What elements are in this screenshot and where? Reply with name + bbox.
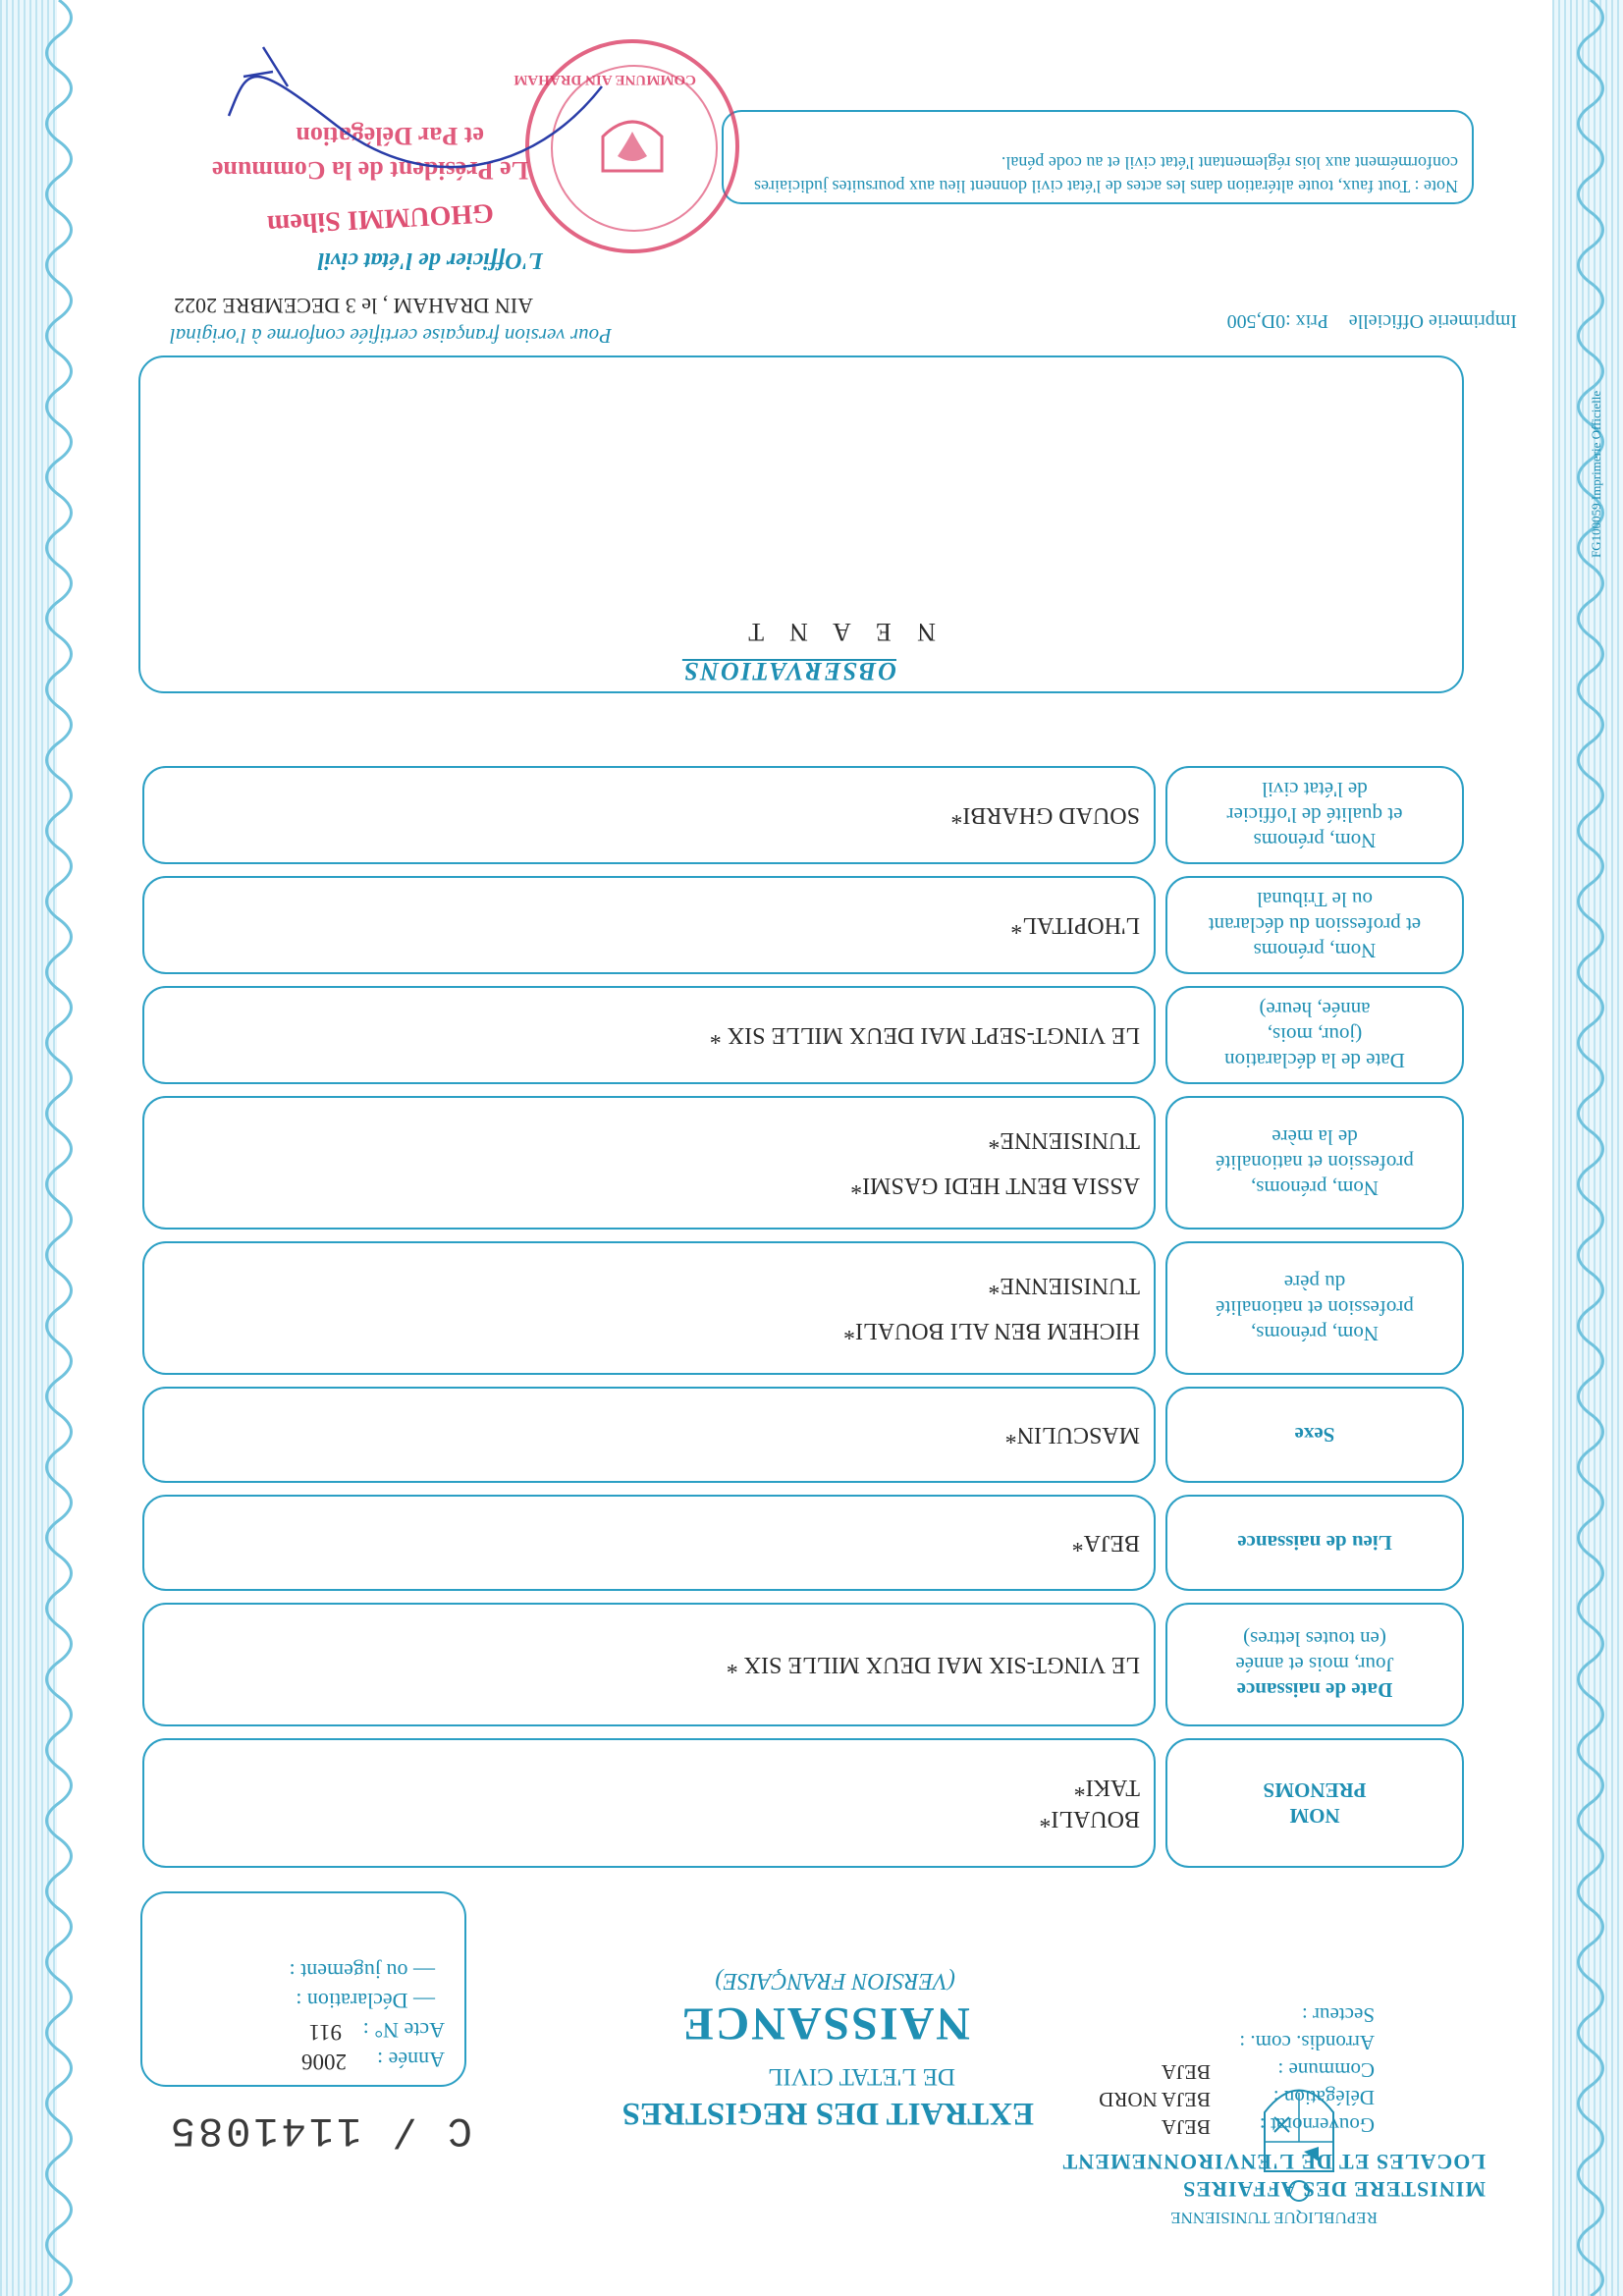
document-title: NAISSANCE (679, 1997, 970, 2050)
label-sexe: Sexe (1165, 1387, 1464, 1483)
value-date-naissance: LE VINGT-SIX MAI DEUX MILLE SIX * (142, 1603, 1156, 1726)
value-officier: SOUAD GHARBI* (142, 766, 1156, 864)
acte-number-value: 911 (308, 2020, 342, 2045)
commune-value: BEJA (1161, 2060, 1211, 2084)
row-date-naissance (142, 1603, 1464, 1726)
handwritten-signature (209, 37, 622, 234)
annee-label: Année : (376, 2048, 445, 2072)
gouvernorat-label: Gouvernorat : (1259, 2113, 1375, 2137)
imprimerie-label: Imprimerie Officielle (1348, 310, 1517, 332)
observations-value: N E A N T (738, 618, 936, 646)
value-lieu-naissance: BEJA* (142, 1495, 1156, 1591)
row-nom-prenoms (142, 1738, 1464, 1868)
label-mere: Nom, prénoms, profession et nationalité de la mère (1165, 1096, 1464, 1230)
label-pere: Nom, prénoms, profession et nationalité du père (1165, 1241, 1464, 1375)
value-sexe: MASCULIN* (142, 1387, 1156, 1483)
declaration-label: — Déclaration : (296, 1989, 435, 2013)
label-nom-prenoms: NOM PRENOMS (1165, 1738, 1464, 1868)
serial-number: C / 1141085 (167, 2106, 472, 2154)
ministry-line2: LOCALES ET DE L'ENVIRONNEMENT (1061, 2150, 1486, 2174)
value-mere: ASSIA BENT HEDI GASMI* TUNISIENNE* (142, 1096, 1156, 1230)
row-lieu-naissance (142, 1495, 1464, 1591)
delegation-value: BEJA NORD (1099, 2088, 1211, 2111)
value-pere: HICHEM BEN ALI BOUALI* TUNISIENNE* (142, 1241, 1156, 1375)
title-line2: DE L'ETAT CIVIL (768, 2063, 955, 2090)
title-line1: EXTRAIT DES REGISTRES (622, 2096, 1034, 2131)
row-sexe (142, 1387, 1464, 1483)
officier-signature-label: L'Officier de l'état civil (317, 247, 543, 273)
secteur-label: Secteur : (1301, 2003, 1375, 2027)
label-officier: Nom, prénoms et qualité de l'officier de l'état civil (1165, 766, 1464, 864)
jugement-label: — ou jugement : (289, 1959, 435, 1984)
printer-reference: FG100059 Imprimerie Officielle (1589, 390, 1603, 558)
conforme-text: Pour version française certifiée conforme à l'original (169, 324, 612, 348)
value-declarant: L'HOPITAL* (142, 876, 1156, 974)
acte-number-label: Acte N° : (362, 2018, 445, 2043)
row-declarant (142, 876, 1464, 974)
place-date: AIN DRAHAM , le 3 DECEMBRE 2022 (173, 294, 533, 318)
label-date-naissance: Date de naissance Jour, mois et année (en toutes lettres) (1165, 1603, 1464, 1726)
value-prenoms: TAKI* (1073, 1775, 1140, 1800)
stamp-delegation: et Par Délégation (296, 122, 484, 150)
round-stamp-text: COMMUNE AIN DRAHAM (514, 72, 696, 87)
stamp-title: Le Président de la Commune (211, 156, 528, 185)
commune-label: Commune : (1277, 2058, 1375, 2082)
row-mere (142, 1096, 1464, 1230)
legal-note: Note : Tout faux, toute altération dans les actes de l'état civil donnent lieu aux poursuites judiciaires conformément aux lois réglementant l'état civil et au code pénal. (754, 153, 1458, 196)
republic-label: REPUBLIQUE TUNISIENNE (1170, 2209, 1378, 2227)
annee-value: 2006 (301, 2050, 347, 2074)
ministry-line1: MINISTERE DES AFFAIRES (1182, 2177, 1486, 2202)
delegation-label: Délégation : (1272, 2086, 1375, 2109)
title-version: (VERSION FRANÇAISE) (715, 1968, 955, 1994)
gouvernorat-value: BEJA (1161, 2115, 1211, 2139)
value-nom: BOUALI* (1039, 1806, 1140, 1831)
row-date-declaration (142, 986, 1464, 1084)
observations-title: OBSERVATIONS (681, 657, 896, 685)
value-nom-prenoms (142, 1738, 1156, 1868)
row-pere (142, 1241, 1464, 1375)
stamp-name: GHOUMMI Sihem (266, 196, 495, 241)
value-date-declaration: LE VINGT-SEPT MAI DEUX MILLE SIX * (142, 986, 1156, 1084)
label-lieu-naissance: Lieu de naissance (1165, 1495, 1464, 1591)
price-label: Prix :0D,500 (1226, 310, 1328, 332)
label-declarant: Nom, prénoms et profession du déclarant ou le Tribunal (1165, 876, 1464, 974)
row-officier (142, 766, 1464, 864)
arrondissement-label: Arrondis. com. : (1239, 2031, 1375, 2054)
label-date-declaration: Date de la déclaration (jour, mois, année, heure) (1165, 986, 1464, 1084)
